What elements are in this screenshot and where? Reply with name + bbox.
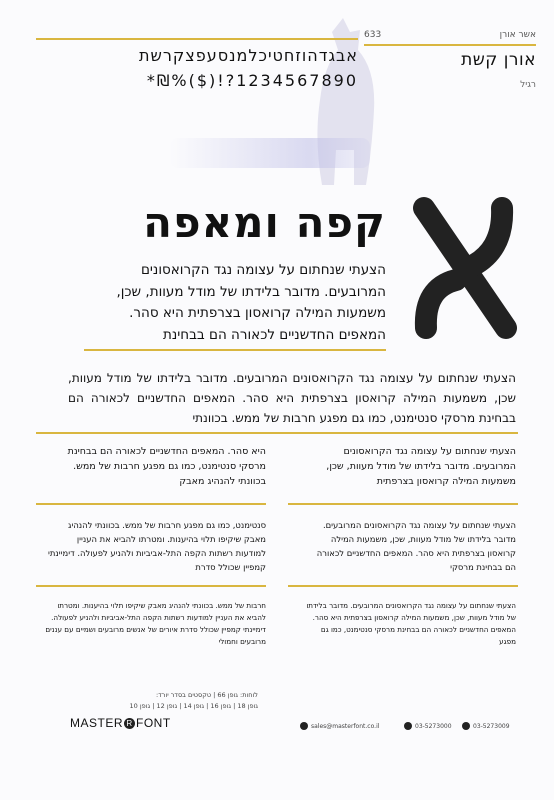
column-divider-left-2: [36, 585, 266, 587]
font-weight: רגיל: [520, 80, 536, 90]
logo-left: MASTER: [70, 716, 124, 730]
haze-decoration: [170, 138, 370, 168]
font-name: אורן קשת: [461, 50, 536, 70]
masterfont-logo: [70, 716, 171, 730]
fax-icon: [462, 722, 470, 730]
big-letter-glyph: [406, 188, 526, 348]
alphabet-sample: אבגדהוזחטיכלמנסעפצקרשת: [139, 46, 358, 65]
phone-contact: [404, 722, 452, 730]
fax-text: 03-5273009: [473, 722, 510, 730]
section-divider-1: [36, 432, 518, 434]
specimen-title: קפה ומאפה: [143, 198, 386, 247]
font-info-block: [364, 30, 536, 90]
footer-info: [58, 690, 258, 712]
column-right-3: הצעתי שנחתום על עצומה נגד הקרואסונים המרובעים. מדובר בלידתו של מודל מעוות, שכן, משמעות המילה קרואסון בצרפתית היא סהר. המאפים החדשניים לכאורה הם בבחינת מרסקי סנטימנט, כמו גם מפגע: [306, 601, 516, 646]
column-right-1: הצעתי שנחתום על עצומה נגד הקרואסונים המרובעים. מדובר בלידתו של מודל מעוות, שכן, משמעות המילה קרואסון בצרפתית: [326, 446, 516, 487]
logo-right: FONT: [136, 716, 171, 730]
specimen-number: 633: [364, 30, 382, 40]
header-divider: [364, 44, 536, 46]
fax-contact: [462, 722, 510, 730]
email-contact: [300, 722, 379, 730]
designer-name: אשר אורן: [499, 30, 536, 40]
footer-line-2: גופן 18 | גופן 16 | גופן 14 | גופן 12 | גופן 10: [129, 702, 258, 710]
column-divider-right-1: [288, 503, 518, 505]
phone-icon: [404, 722, 412, 730]
lead-divider: [84, 349, 386, 351]
body-paragraph: הצעתי שנחתום על עצומה נגד הקרואסונים המרובעים. מדובר בלידתו של מודל מעוות, שכן, משמעות המילה קרואסון בצרפתית היא סהר. המאפים החדשניים לכאורה הם בבחינת מרסקי סנטימנט, כמו גם מפגע חרבות של ממש. בכוונתי: [68, 371, 516, 425]
column-left-3: חרבות של ממש. בכוונתי להנהיג מאבק שיקיפו תלוי בהיענות. ומטרתו להביא את העניין למודעות רשתות הקפה התל-אביביות ולהניע לפעולה. דימיינתי קמפיין שכולל סדרת איורים של אנשים מרובעים ושמיים עם עננים מרובעים וחמולי: [45, 601, 266, 646]
column-left-2: סנטימנט, כמו גם מפגע חרבות של ממש. בכוונתי להנהיג מאבק שיקיפו תלוי בהיענות. ומטרתו להביא את העניין למודעות רשתות הקפה התל-אביביות ולהניע לפעולה. דימיינתי קמפיין שכולל סדרת: [48, 520, 266, 572]
charset-divider: [36, 38, 358, 40]
column-divider-right-2: [288, 585, 518, 587]
column-divider-left-1: [36, 503, 266, 505]
email-icon: [300, 722, 308, 730]
footer-line-1: לוחות: גופן 66 | טקסטים בסדר יורד:: [156, 691, 258, 699]
logo-mark: R: [124, 718, 135, 729]
lead-paragraph: הצעתי שנחתום על עצומה נגד הקרואסונים המרובעים. מדובר בלידתו של מודל מעוות, שכן, משמעות המילה קרואסון בצרפתית היא סהר. המאפים החדשניים לכאורה הם בבחינת: [116, 262, 386, 343]
column-right-2: הצעתי שנחתום על עצומה נגד הקרואסונים המרובעים. מדובר בלידתו של מודל מעוות, שכן, משמעות המילה קרואסון בצרפתית היא סהר. המאפים החדשניים לכאורה הם בבחינת מרסקי: [316, 520, 516, 572]
column-left-1: היא סהר. המאפים החדשניים לכאורה הם בבחינת מרסקי סנטימנט, כמו גם מפגע חרבות של ממש. בכוונתי להנהיג מאבק: [67, 446, 266, 487]
character-set-block: [36, 30, 358, 90]
email-text[interactable]: sales@masterfont.co.il: [311, 722, 380, 730]
phone-text: 03-5273000: [415, 722, 452, 730]
digits-sample: *₪%($)!?1234567890: [146, 71, 358, 90]
